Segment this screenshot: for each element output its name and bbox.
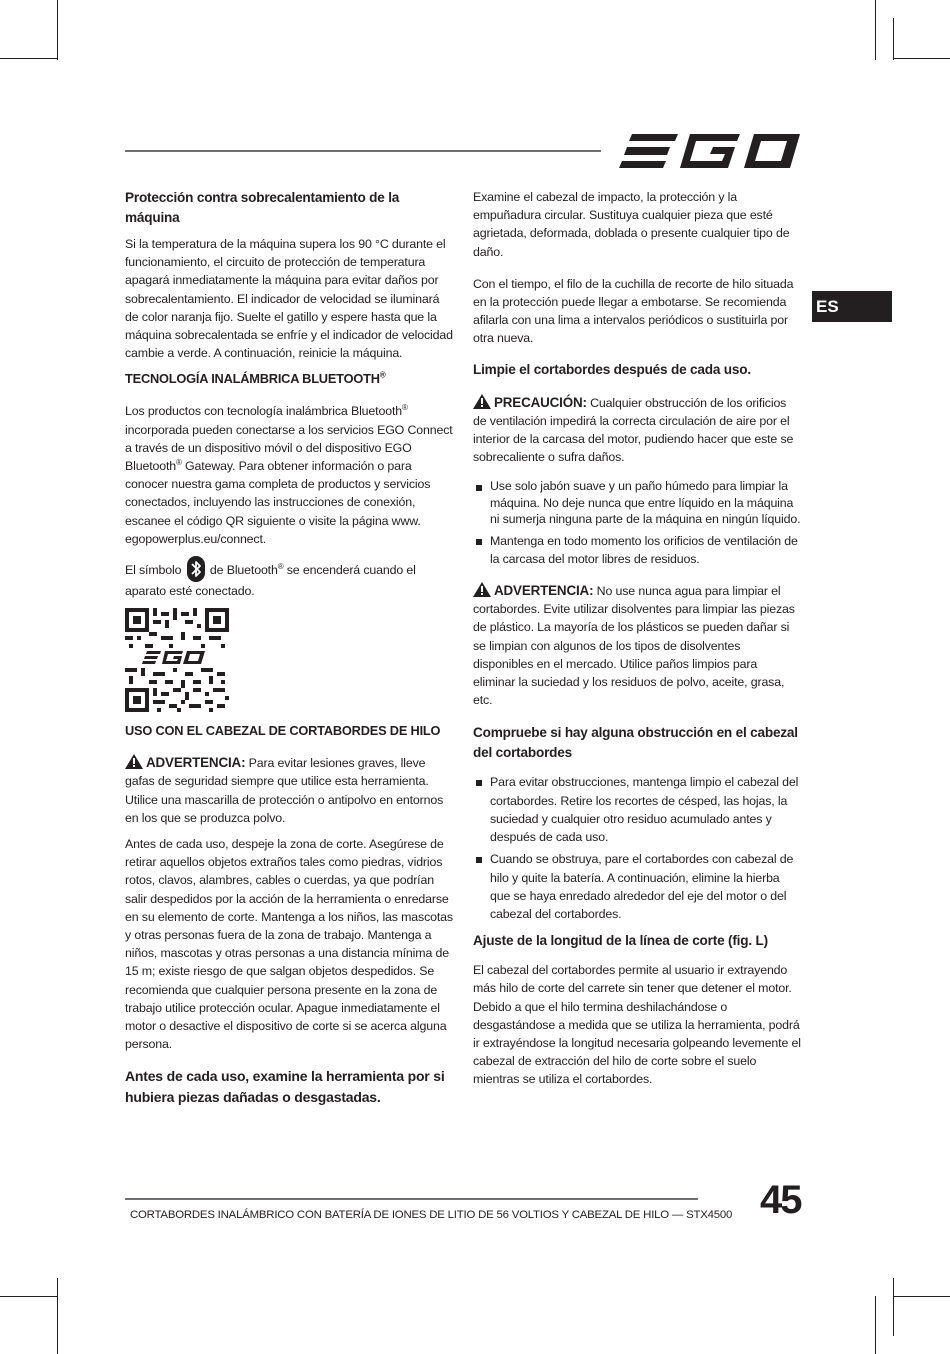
overheat-title: Protección contra sobrecalentamiento de la máquina [125, 190, 400, 225]
crop-mark [875, 1296, 876, 1354]
language-tab: ES [812, 291, 892, 322]
crop-mark [57, 1278, 58, 1354]
line-body: El cabezal del cortabordes permite al usuario ir extrayendo más hilo de corte del carrete sin tener que detener el motor. Debido a que el hilo termina deshilachándose o desgastándose a medida que se utiliza la herramienta, podrá ir extrayéndose la longitud necesaria golpeando levemente el cabezal de extracción del hilo de corte sobre el suelo mientras se utiliza el cortabordes. [473, 963, 801, 1087]
clean-warning: ADVERTENCIA: No use nunca agua para limpiar el cortabordes. Evite utilizar disolventes para limpiar las piezas de plástico. La mayoría de los plásticos se pueden dañar si se limpian con algunos de los tipos de disolventes disponibles en el mercado. Utilice paños limpios para eliminar la suciedad y los residuos de polvo, aceite, grasa, etc. [473, 583, 795, 708]
footer-text: CORTABORDES INALÁMBRICO CON BATERÍA DE IONES DE LITIO DE 56 VOLTIOS Y CABEZAL DE HILO — STX4500 [130, 1209, 733, 1221]
crop-mark [0, 1296, 58, 1297]
list-item: Para evitar obstrucciones, mantenga limpio el cabezal del cortabordes. Retire los recortes de césped, las hojas, la suciedad y cualquier otro residuo acumulado antes y después de cada uso. [473, 773, 801, 846]
inspect-body: Examine el cabezal de impacto, la protección y la empuñadura circular. Sustituya cualquier pieza que esté agrietada, deformada, doblada o presente cualquier tipo de daño. [473, 190, 790, 259]
crop-mark [57, 0, 58, 60]
crop-mark [893, 58, 950, 59]
list-item: Cuando se obstruya, pare el cortabordes con cabezal de hilo y quite la batería. A continuación, elimine la hierba que se haya enredado alrededor del eje del motor o del cabezal del cortabordes. [473, 850, 801, 923]
blade-body: Con el tiempo, el filo de la cuchilla de recorte de hilo situada en la protección puede llegar a embotarse. Se recomienda afilarla con una lima a intervalos periódicos o sustituirla por otra nueva. [473, 276, 794, 346]
crop-mark [893, 18, 894, 60]
ego-logo [618, 130, 800, 172]
bluetooth-symbol-note: El símbolo de Bluetooth® se encenderá cuando el aparato esté conectado. [125, 556, 453, 600]
crop-mark [893, 1296, 950, 1297]
list-item: Use solo jabón suave y un paño húmedo para limpiar la máquina. No deje nunca que entre líquido en la máquina ni sumerja ninguna parte de la máquina en ningún líquido. [473, 478, 801, 527]
usage-title: USO CON EL CABEZAL DE CORTABORDES DE HILO [125, 723, 441, 739]
right-column [473, 188, 801, 1097]
page-number: 45 [760, 1178, 801, 1222]
crop-mark [0, 58, 58, 59]
line-title: Ajuste de la longitud de la línea de corte (fig. L) [473, 933, 768, 949]
qr-code[interactable] [125, 608, 229, 712]
clean-list [473, 478, 801, 568]
bluetooth-body: Los productos con tecnología inalámbrica Bluetooth® incorporada pueden conectarse a los servicios EGO Connect a través de un dispositivo móvil o del dispositivo EGO Bluetooth® Gateway. Para obtener información o para conocer nuestra gama completa de productos y servicios conectados, incluyendo las instrucciones de conexión, escanee el código QR siguiente o visite la página www. egopowerplus.eu/connect. [125, 403, 453, 546]
overheat-body: Si la temperatura de la máquina supera los 90 °C durante el funcionamiento, el circuito de protección de temperatura apagará inmediatamente la máquina para evitar daños por sobrecalentamiento. El indicador de velocidad se iluminará de color naranja fijo. Suelte el gatillo y espere hasta que la máquina sobrecalentada se enfríe y el indicador de velocidad cambie a verde. A continuación, reinicie la máquina. [125, 237, 453, 361]
crop-mark [893, 1278, 894, 1336]
usage-warning: ADVERTENCIA: Para evitar lesiones graves, lleve gafas de seguridad siempre que utilice esta herramienta. Utilice una mascarilla de protección o antipolvo en entornos en los que se produzca polvo. [125, 755, 444, 825]
bluetooth-title: TECNOLOGÍA INALÁMBRICA BLUETOOTH® [125, 371, 386, 387]
svg-text:EGO: EGO [177, 670, 179, 672]
warning-icon [125, 754, 143, 769]
usage-body: Antes de cada uso, despeje la zona de corte. Asegúrese de retirar aquellos objetos extraños tales como piedras, vidrios rotos, clavos, alambres, cables o cuerdas, ya que podrían salir despedidos por la acción de la herramienta o enredarse en su elemento de corte. Mantenga a los niños, las mascotas y otras personas fuera de la zona de trabajo. Mantenga a niños, mascotas y otras personas a una distancia mínima de 15 m; existe riesgo de que salgan objetos despedidos. Se recomienda que cualquier persona presente en la zona de trabajo utilice protección ocular. Apague inmediatamente el motor o desactive el dispositivo de corte si se acerca alguna persona. [125, 837, 453, 1052]
left-column [125, 188, 453, 1115]
bluetooth-icon [186, 556, 206, 582]
header-rule [125, 150, 601, 152]
obstruction-list [473, 773, 801, 923]
inspect-title: Antes de cada uso, examine la herramienta por si hubiera piezas dañadas o desgastadas. [125, 1067, 445, 1105]
caution-icon [473, 394, 491, 409]
warning-icon [473, 582, 491, 597]
clean-title: Limpie el cortabordes después de cada uso. [473, 361, 751, 377]
caution-note: PRECAUCIÓN: Cualquier obstrucción de los orificios de ventilación impedirá la correcta circulación de aire por el interior de la carcasa del motor, pudiendo hacer que este se sobrecaliente o sufra daños. [473, 394, 794, 465]
footer-rule [125, 1198, 698, 1200]
list-item: Mantenga en todo momento los orificios de ventilación de la carcasa del motor libres de residuos. [473, 532, 801, 568]
obstruction-title: Compruebe si hay alguna obstrucción en el cabezal del cortabordes [473, 725, 798, 761]
crop-mark [875, 0, 876, 60]
